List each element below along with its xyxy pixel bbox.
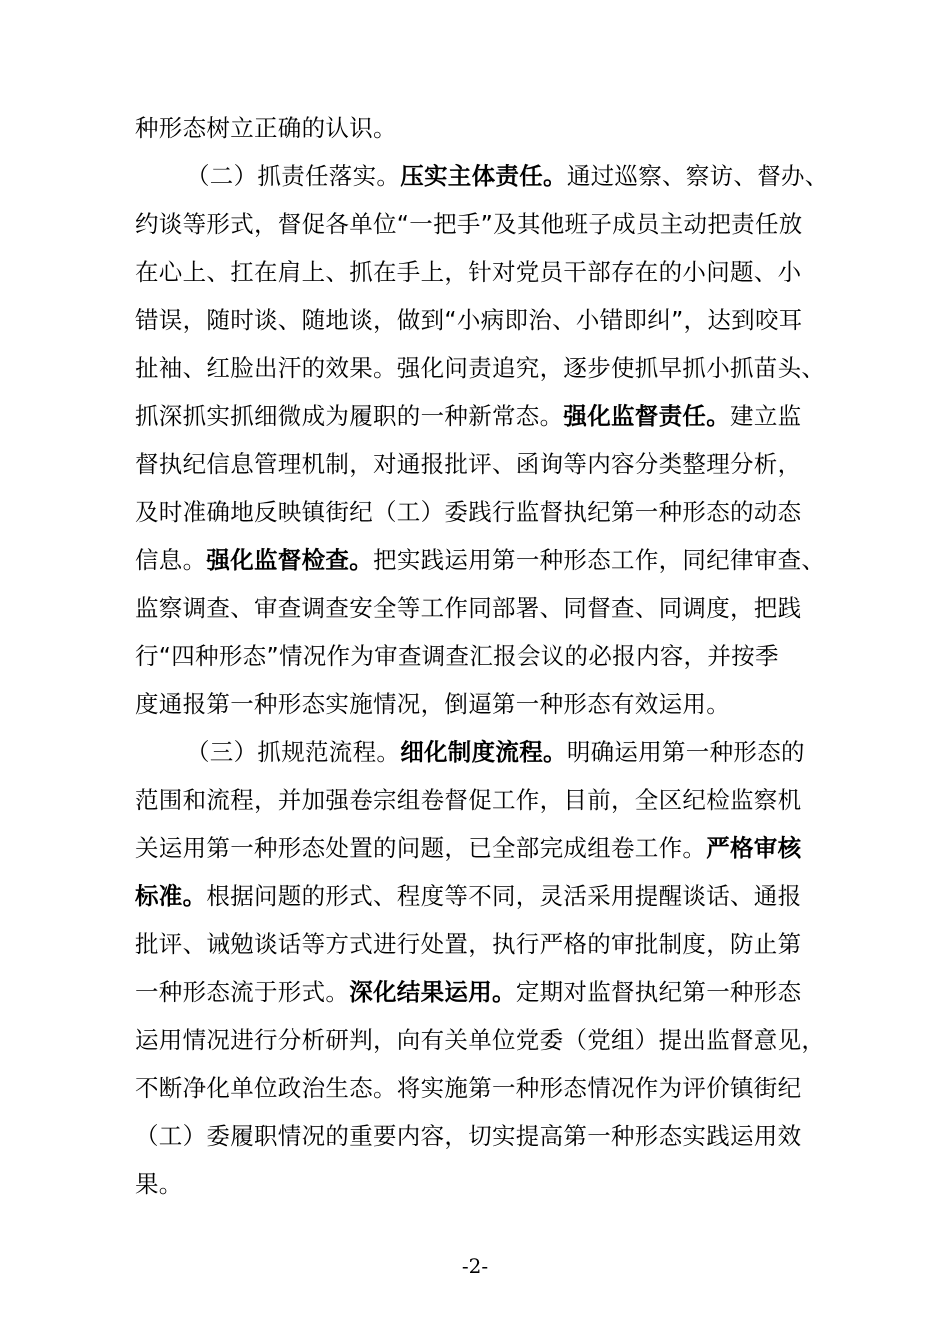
text-run: （三）抓规范流程。 [186,738,401,766]
text-line [135,1116,801,1156]
text-run: 不断净化单位政治生态。将实施第一种形态情况作为评价镇街纪 [135,1074,802,1102]
bold-heading: 严格审核 [706,834,802,862]
text-run: 明确运用第一种形态的 [566,738,805,766]
text-line [135,396,801,436]
text-line [135,780,801,820]
text-run: 建立监 [730,402,802,430]
text-run: 度通报第一种形态实施情况，倒逼第一种形态有效运用。 [135,690,730,718]
text-run: 关运用第一种形态处置的问题，已全部完成组卷工作。 [135,834,707,862]
text-line [135,1068,801,1108]
text-line [135,924,801,964]
text-line [135,636,779,676]
text-line [135,492,801,532]
text-run: 扯袖、红脸出汗的效果。强化问责追究，逐步使抓早抓小抓苗头、 [135,354,826,382]
bold-heading: 强化监督检查。 [206,546,374,574]
text-run: 抓深抓实抓细微成为履职的一种新常态。 [135,402,564,430]
text-run: 批评、诫勉谈话等方式进行处置，执行严格的审批制度，防止第 [135,930,802,958]
text-line [135,828,801,868]
text-line [135,252,801,292]
text-run: 根据问题的形式、程度等不同，灵活采用提醒谈话、通报 [206,882,802,910]
text-line [135,876,801,916]
text-run: 果。 [135,1170,183,1198]
text-run: 运用情况进行分析研判，向有关单位党委（党组）提出监督意见， [135,1026,826,1054]
bold-heading: 压实主体责任。 [400,162,567,190]
text-run: 把实践运用第一种形态工作，同纪律审查、 [373,546,826,574]
text-run: 行“四种形态”情况作为审查调查汇报会议的必报内容，并按季 [135,642,779,670]
text-line [135,1020,825,1060]
bold-heading: 细化制度流程。 [400,738,567,766]
bold-heading: 深化结果运用。 [349,978,516,1006]
text-line [135,1164,183,1204]
text-line [186,732,805,772]
text-run: 督执纪信息管理机制，对通报批评、函询等内容分类整理分析， [135,450,802,478]
text-line [135,444,801,484]
text-run: 错误，随时谈、随地谈，做到“小病即治、小错即纠”，达到咬耳 [135,306,803,334]
text-line [186,156,829,196]
text-run: 通过巡察、察访、督办、 [566,162,829,190]
text-line [135,108,397,148]
text-line [135,348,825,388]
text-line [135,204,803,244]
text-run: 定期对监督执纪第一种形态 [515,978,802,1006]
text-run: 一种形态流于形式。 [135,978,350,1006]
text-line [135,684,730,724]
text-run: 范围和流程，并加强卷宗组卷督促工作，目前，全区纪检监察机 [135,786,802,814]
text-line [135,540,825,580]
text-line [135,972,801,1012]
text-run: 信息。 [135,546,207,574]
text-run: 及时准确地反映镇街纪（工）委践行监督执纪第一种形态的动态 [135,498,802,526]
text-run: 监察调查、审查调查安全等工作同部署、同督查、同调度，把践 [135,594,802,622]
text-run: （二）抓责任落实。 [186,162,401,190]
text-line [135,588,801,628]
text-run: 种形态树立正确的认识。 [135,114,397,142]
text-run: 约谈等形式，督促各单位“一把手”及其他班子成员主动把责任放 [135,210,803,238]
bold-heading: 标准。 [135,882,207,910]
page-number: -2- [461,1254,489,1278]
text-line [135,300,803,340]
bold-heading: 强化监督责任。 [563,402,731,430]
text-run: 在心上、扛在肩上、抓在手上，针对党员干部存在的小问题、小 [135,258,802,286]
text-run: （工）委履职情况的重要内容，切实提高第一种形态实践运用效 [135,1122,802,1150]
